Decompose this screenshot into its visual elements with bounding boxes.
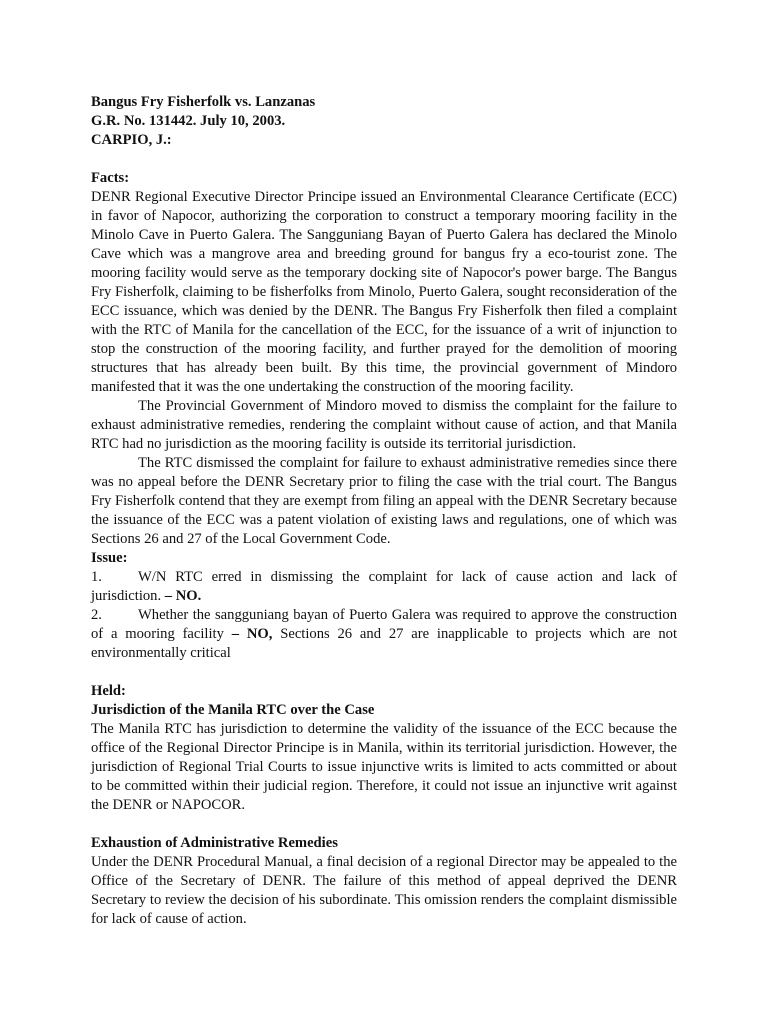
case-gr-number: G.R. No. 131442. July 10, 2003.	[91, 113, 286, 129]
held-paragraph-jurisdiction: The Manila RTC has jurisdiction to determine the validity of the issuance of the ECC because the office of the Regional Director Principe is in Manila, within its territorial jurisdiction. However, the jurisdiction of Regional Trial Courts to issue injunctive writs is limited to acts committed or about to be committed within their judicial region. Therefore, it could not issue an injunctive writ against the DENR or NAPOCOR.	[91, 721, 677, 813]
issue-answer: – NO.	[164, 588, 202, 604]
case-ponente: CARPIO, J.:	[91, 132, 172, 148]
issue-answer-detail: Sections 26 and 27 are inapplicable to projects which are not environmentally critical	[91, 626, 678, 661]
spacer	[91, 663, 677, 682]
issue-number: 2.	[91, 607, 102, 623]
case-title: Bangus Fry Fisherfolk vs. Lanzanas	[91, 94, 316, 110]
spacer	[91, 150, 677, 169]
spacer	[91, 815, 677, 834]
issue-heading: Issue:	[91, 550, 128, 566]
facts-heading: Facts:	[91, 170, 130, 186]
issue-text: W/N RTC erred in dismissing the complaint for lack of cause action and lack of jurisdiction.	[91, 569, 677, 604]
issue-text: Whether the sangguniang bayan of Puerto Galera was required to approve the construction of a mooring facility	[91, 607, 677, 642]
issue-answer: – NO,	[231, 626, 273, 642]
issue-item-1	[91, 568, 677, 606]
issue-number: 1.	[91, 569, 102, 585]
held-subheading-jurisdiction: Jurisdiction of the Manila RTC over the Case	[91, 702, 375, 718]
facts-paragraph-1: DENR Regional Executive Director Principe issued an Environmental Clearance Certificate (ECC) in favor of Napocor, authorizing the corporation to construct a temporary mooring facility in the Minolo Cave in Puerto Galera. The Sangguniang Bayan of Puerto Galera has declared the Minolo Cave which was a mangrove area and breeding ground for bangus fry a eco-tourist zone. The mooring facility would serve as the temporary docking site of Napocor's power barge. The Bangus Fry Fisherfolk, claiming to be fisherfolks from Minolo, Puerto Galera, sought reconsideration of the ECC issuance, which was denied by the DENR. The Bangus Fry Fisherfolk then filed a complaint with the RTC of Manila for the cancellation of the ECC, for the issuance of a writ of injunction to stop the construction of the mooring facility, and further prayed for the demolition of mooring structures that has already been built. By this time, the provincial government of Mindoro manifested that it was the one undertaking the construction of the mooring facility.	[91, 189, 677, 395]
held-subheading-exhaustion: Exhaustion of Administrative Remedies	[91, 835, 338, 851]
facts-paragraph-2: The Provincial Government of Mindoro moved to dismiss the complaint for the failure to exhaust administrative remedies, rendering the complaint without cause of action, and that Manila RTC had no jurisdiction as the mooring facility is outside its territorial jurisdiction.	[91, 398, 677, 452]
facts-paragraph-3: The RTC dismissed the complaint for failure to exhaust administrative remedies since there was no appeal before the DENR Secretary prior to filing the case with the trial court. The Bangus Fry Fisherfolk contend that they are exempt from filing an appeal with the DENR Secretary because the issuance of the ECC was a patent violation of existing laws and regulations, one of which was Sections 26 and 27 of the Local Government Code.	[91, 455, 677, 547]
held-heading: Held:	[91, 683, 126, 699]
held-paragraph-exhaustion: Under the DENR Procedural Manual, a final decision of a regional Director may be appealed to the Office of the Secretary of DENR. The failure of this method of appeal deprived the DENR Secretary to review the decision of his subordinate. This omission renders the complaint dismissible for lack of cause of action.	[91, 854, 677, 927]
issue-item-2	[91, 606, 677, 663]
case-header	[91, 93, 677, 150]
